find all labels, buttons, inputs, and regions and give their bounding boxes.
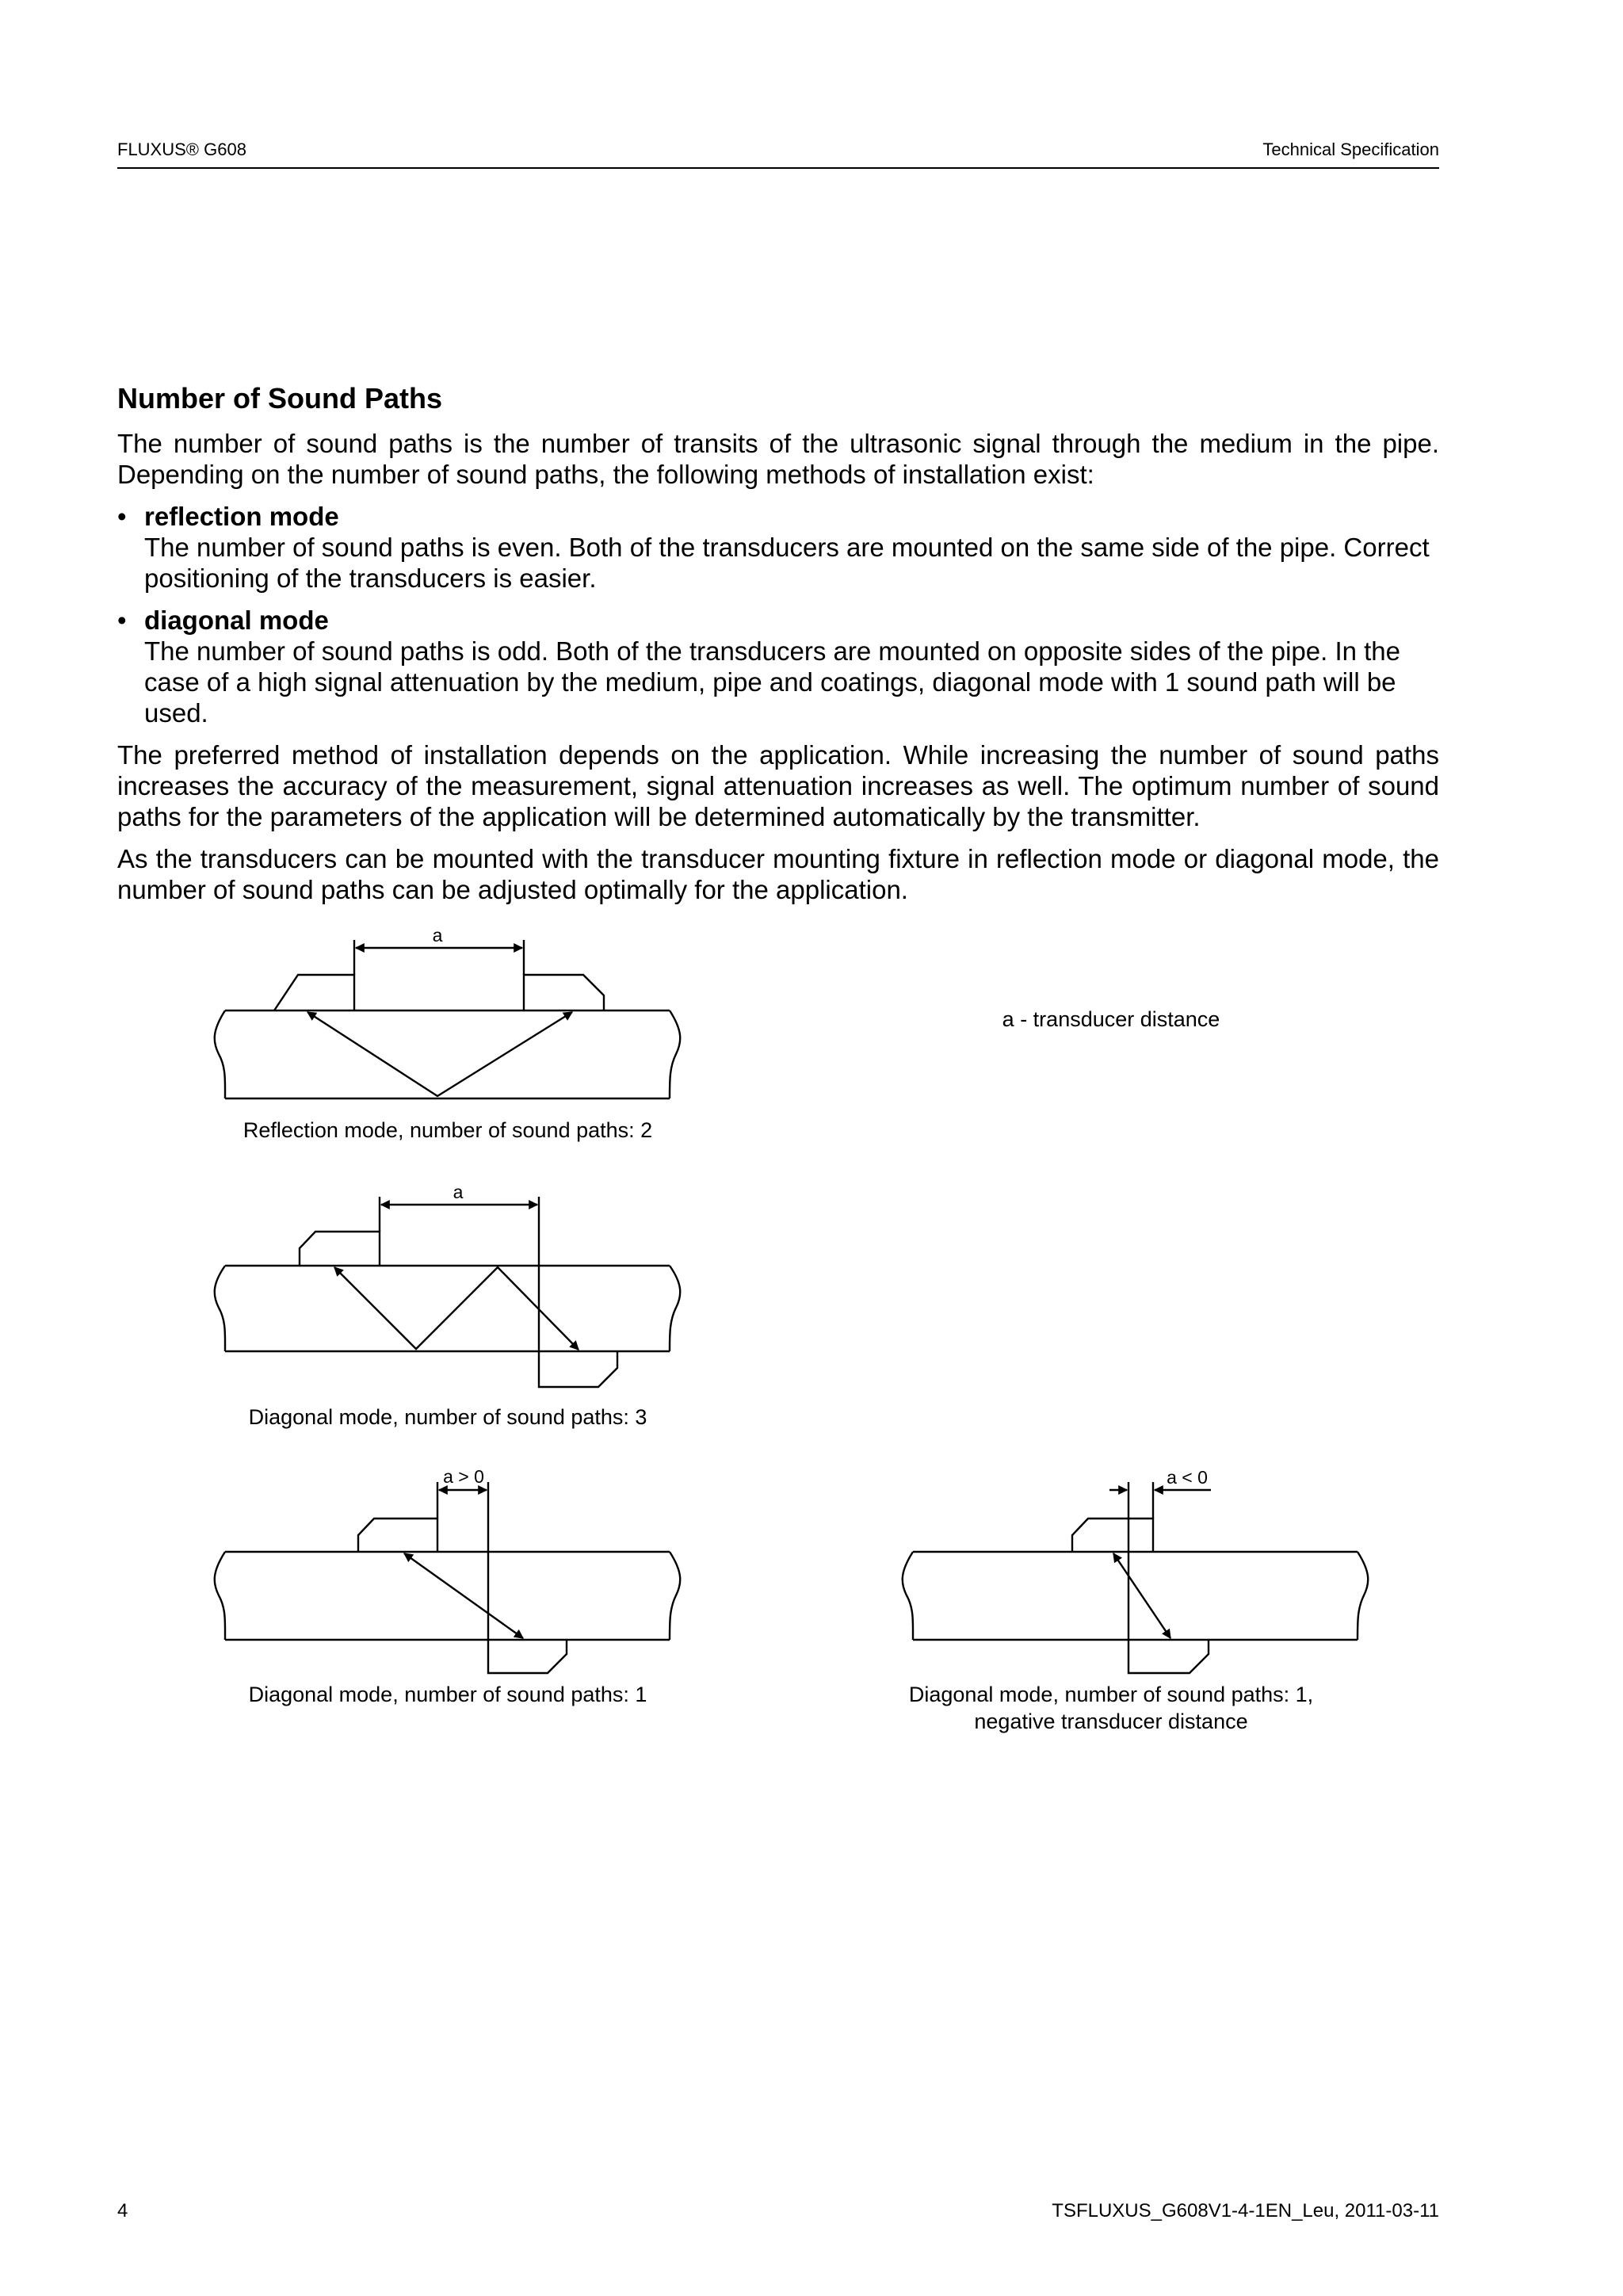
header-product-name: FLUXUS® G608 [117, 139, 246, 159]
list-item-diagonal-mode [117, 605, 1439, 728]
figure-diagonal-mode-1 [215, 1466, 681, 1706]
transducer-bottom [1128, 1640, 1209, 1673]
figure-caption-line1: Diagonal mode, number of sound paths: 1, [908, 1683, 1314, 1706]
description-reflection-mode: The number of sound paths is even. Both of the transducers are mounted on the same side of the pipe. Correct positioning of the transducers is easier. [144, 533, 1430, 593]
document-id: TSFLUXUS_G608V1-4-1EN_Leu, 2011-03-11 [1052, 2200, 1439, 2222]
sound-path [404, 1553, 523, 1638]
preferred-method-paragraph: The preferred method of installation depends on the application. While increasing the number of sound paths increases the accuracy of the measurement, signal attenuation increases as well. The optimum number of sound paths for the parameters of the application will be determined automatically by the transmitter. [117, 740, 1439, 831]
figure-caption: Diagonal mode, number of sound paths: 3 [248, 1405, 647, 1429]
sound-path [334, 1267, 579, 1350]
transducer-bottom [488, 1640, 567, 1673]
figure-diagonal-mode-1-negative [903, 1467, 1369, 1733]
list-item-reflection-mode [117, 501, 1439, 594]
dimension-label-a-negative: a < 0 [1167, 1467, 1208, 1488]
sound-path [307, 1012, 572, 1096]
pipe-outline [903, 1552, 1369, 1640]
figure-reflection-mode [215, 925, 681, 1142]
pipe-outline [215, 1266, 681, 1351]
installation-methods-list [117, 501, 1439, 728]
header-rule [117, 167, 1439, 169]
mounting-fixture-paragraph: As the transducers can be mounted with the transducer mounting fixture in reflection mode or diagonal mode, the number of sound paths can be adjusted optimally for the application. [117, 844, 1439, 904]
dimension-label-a: a [432, 925, 443, 946]
intro-paragraph: The number of sound paths is the number of transits of the ultrasonic signal through the medium in the pipe. Depending on the number of sound paths, the following methods of installation exist: [117, 429, 1439, 489]
bullet-icon: • [117, 606, 127, 635]
figure-caption-line2: negative transducer distance [974, 1710, 1248, 1733]
sound-path [1113, 1553, 1170, 1638]
transducer-top [1072, 1519, 1153, 1552]
transducer-left [274, 975, 354, 1010]
figure-legend: a - transducer distance [1002, 1007, 1220, 1031]
page-number: 4 [117, 2200, 128, 2222]
section-title: Number of Sound Paths [117, 382, 443, 415]
dimension-label-a: a [453, 1182, 464, 1202]
transducer-right [524, 975, 604, 1010]
description-diagonal-mode: The number of sound paths is odd. Both of the transducers are mounted on opposite sides of the pipe. In the case of a high signal attenuation by the medium, pipe and coatings, diagonal mode with 1 sound path will be used. [144, 636, 1401, 728]
figure-caption: Diagonal mode, number of sound paths: 1 [248, 1683, 647, 1706]
transducer-top [358, 1519, 437, 1552]
pipe-outline [215, 1010, 681, 1098]
figure-caption: Reflection mode, number of sound paths: 2 [242, 1118, 653, 1142]
transducer-bottom [539, 1351, 617, 1387]
main-content [117, 380, 1439, 916]
bullet-icon: • [117, 502, 127, 531]
pipe-outline [215, 1552, 681, 1640]
term-reflection-mode: reflection mode [144, 502, 339, 531]
figure-diagonal-mode-3 [215, 1182, 681, 1429]
header-section-name: Technical Specification [1262, 139, 1439, 159]
transducer-top [300, 1232, 380, 1266]
term-diagonal-mode: diagonal mode [144, 606, 329, 635]
dimension-label-a-positive: a > 0 [443, 1466, 484, 1487]
